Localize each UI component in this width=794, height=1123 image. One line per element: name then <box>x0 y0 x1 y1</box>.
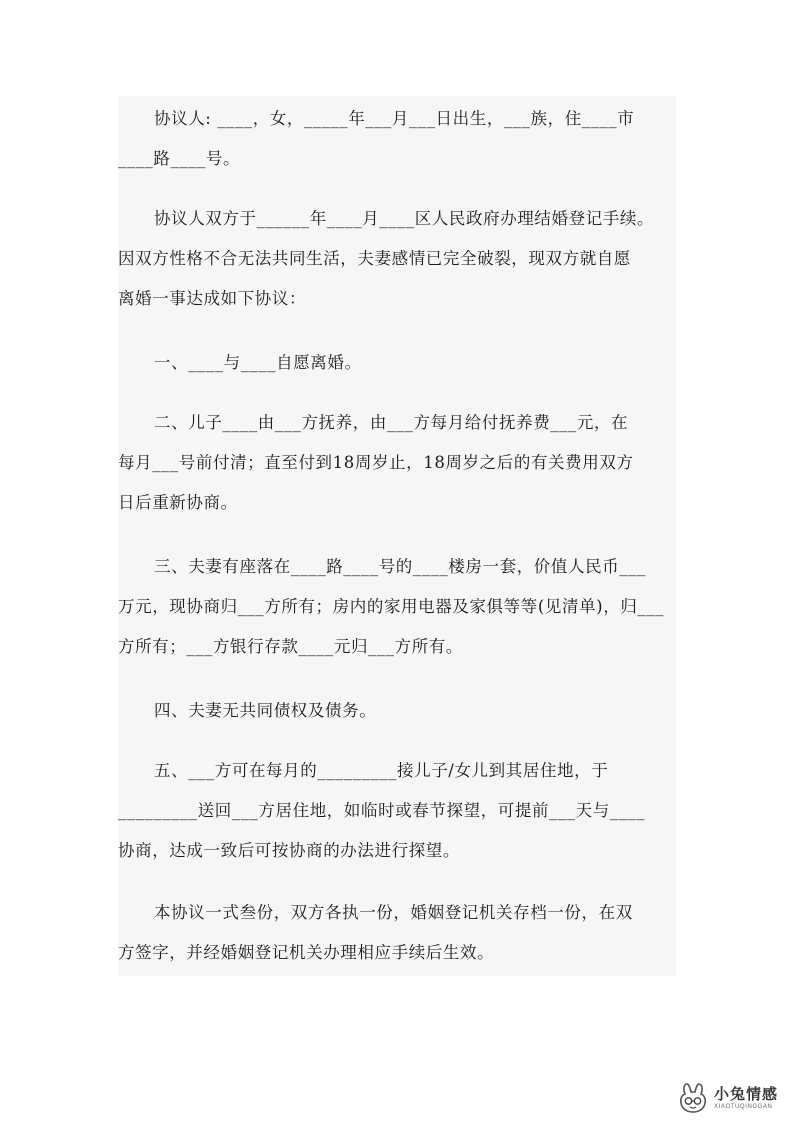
text-line: 协商，达成一致后可按协商的办法进行探望。 <box>118 841 460 860</box>
text-line: 一、____与____自愿离婚。 <box>154 353 362 372</box>
rabbit-logo-icon <box>676 1081 710 1115</box>
paragraph-parties <box>118 99 676 179</box>
watermark-domain: XIAOTUQINGGAN <box>714 1104 773 1110</box>
paragraph-clause-3 <box>118 547 676 667</box>
text-line: 方所有；___方银行存款____元归___方所有。 <box>118 637 463 656</box>
paragraph-clause-1 <box>118 343 676 383</box>
watermark-name: 小兔情感 <box>714 1085 779 1103</box>
text-line: _________送回___方居住地，如临时或春节探望，可提前___天与____ <box>118 801 646 820</box>
paragraph-clause-5 <box>118 751 676 871</box>
text-line: 四、夫妻无共同债权及债务。 <box>154 701 377 720</box>
text-line: 二、儿子____由___方抚养，由___方每月给付抚养费___元，在 <box>154 413 629 432</box>
text-line: 离婚一事达成如下协议： <box>118 289 307 308</box>
text-line: 方签字，并经婚姻登记机关办理相应手续后生效。 <box>118 943 495 962</box>
paragraph-preamble <box>118 199 676 319</box>
text-line: ____路____号。 <box>118 149 241 168</box>
paragraph-clause-2 <box>118 403 676 523</box>
paragraph-effectiveness <box>118 893 676 973</box>
watermark-text <box>714 1085 778 1111</box>
text-line: 每月___号前付清；直至付到18周岁止，18周岁之后的有关费用双方 <box>118 453 634 472</box>
text-line: 因双方性格不合无法共同生活，夫妻感情已完全破裂，现双方就自愿 <box>118 249 631 268</box>
paragraph-clause-4 <box>118 691 676 731</box>
text-line: 协议人双方于______年____月____区人民政府办理结婚登记手续。 <box>154 209 655 228</box>
text-line: 五、___方可在每月的_________接儿子/女儿到其居住地，于 <box>154 761 609 780</box>
text-line: 协议人: ____，女，_____年___月___日出生，___族，住____市 <box>154 109 635 128</box>
text-line: 万元，现协商归___方所有；房内的家用电器及家俱等等(见清单)，归___ <box>118 597 664 616</box>
text-line: 三、夫妻有座落在____路____号的____楼房一套，价值人民币___ <box>154 557 646 576</box>
text-line: 日后重新协商。 <box>118 493 238 512</box>
text-line: 本协议一式叁份，双方各执一份，婚姻登记机关存档一份，在双 <box>154 903 633 922</box>
watermark <box>676 1081 788 1115</box>
